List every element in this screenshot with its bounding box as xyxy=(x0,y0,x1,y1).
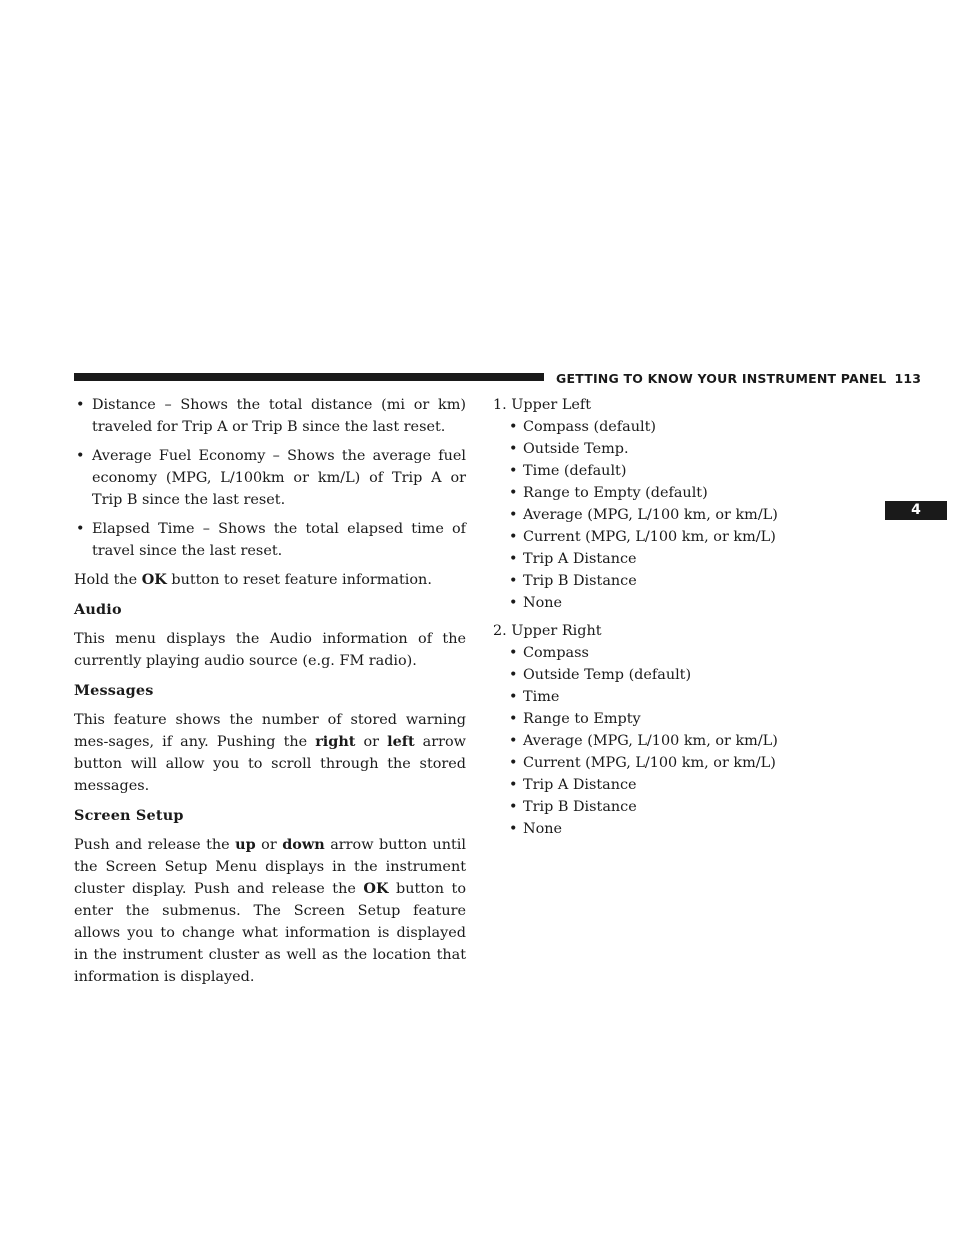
messages-heading: Messages xyxy=(74,682,154,699)
bullet-icon: • xyxy=(509,551,518,567)
right-column xyxy=(493,394,813,840)
header-title: GETTING TO KNOW YOUR INSTRUMENT PANEL xyxy=(556,371,887,386)
header-rule xyxy=(74,373,544,381)
list-item: • Trip A Distance xyxy=(493,548,813,570)
list-item: • Average (MPG, L/100 km, or km/L) xyxy=(493,730,813,752)
screen-setup-heading: Screen Setup xyxy=(74,807,184,824)
list-item: • Trip B Distance xyxy=(493,796,813,818)
list-item: • Time (default) xyxy=(493,460,813,482)
audio-heading: Audio xyxy=(74,601,122,618)
reset-instruction: Hold the OK button to reset feature information. xyxy=(74,571,432,588)
page-number: 113 xyxy=(894,371,922,386)
chapter-tab: 4 xyxy=(885,501,947,520)
bullet-icon: • xyxy=(509,667,518,683)
bullet-elapsed-time: • Elapsed Time – Shows the total elapsed time of travel since the last reset. xyxy=(74,518,466,562)
bullet-icon: • xyxy=(76,521,85,537)
list-item: • None xyxy=(493,818,813,840)
bullet-icon: • xyxy=(509,777,518,793)
bullet-average-fuel-economy: • Average Fuel Economy – Shows the average fuel economy (MPG, L/100km or km/L) of Trip A or Trip B since the last reset. xyxy=(74,445,466,511)
list-item: • Range to Empty xyxy=(493,708,813,730)
list-item: • Average (MPG, L/100 km, or km/L) xyxy=(493,504,813,526)
list-item: • Trip A Distance xyxy=(493,774,813,796)
bullet-icon: • xyxy=(509,595,518,611)
bullet-icon: • xyxy=(509,463,518,479)
list-item: • None xyxy=(493,592,813,614)
bullet-icon: • xyxy=(509,645,518,661)
bullet-icon: • xyxy=(509,799,518,815)
messages-text: This feature shows the number of stored warning mes-sages, if any. Pushing the right or left arrow button will allow you to scroll through the stored messages. xyxy=(74,712,466,794)
list-item: • Outside Temp. xyxy=(493,438,813,460)
bullet-icon: • xyxy=(76,448,85,464)
bullet-icon: • xyxy=(509,485,518,501)
bullet-icon: • xyxy=(509,507,518,523)
bullet-icon: • xyxy=(509,573,518,589)
left-column xyxy=(74,394,466,996)
list-item: • Trip B Distance xyxy=(493,570,813,592)
bullet-icon: • xyxy=(509,711,518,727)
list-item: • Time xyxy=(493,686,813,708)
list-item: • Range to Empty (default) xyxy=(493,482,813,504)
list-item: • Compass xyxy=(493,642,813,664)
list-item: • Outside Temp (default) xyxy=(493,664,813,686)
bullet-icon: • xyxy=(509,419,518,435)
list-item: • Current (MPG, L/100 km, or km/L) xyxy=(493,526,813,548)
bullet-icon: • xyxy=(509,733,518,749)
list-item: • Current (MPG, L/100 km, or km/L) xyxy=(493,752,813,774)
bullet-icon: • xyxy=(509,441,518,457)
bullet-icon: • xyxy=(509,755,518,771)
bullet-icon: • xyxy=(76,397,85,413)
bullet-distance: • Distance – Shows the total distance (mi or km) traveled for Trip A or Trip B since the last reset. xyxy=(74,394,466,438)
upper-left-title: 1. Upper Left xyxy=(493,397,592,413)
upper-right-title: 2. Upper Right xyxy=(493,623,602,639)
running-header xyxy=(556,371,921,386)
audio-text: This menu displays the Audio information of the currently playing audio source (e.g. FM radio). xyxy=(74,631,466,669)
bullet-icon: • xyxy=(509,689,518,705)
list-item: • Compass (default) xyxy=(493,416,813,438)
bullet-icon: • xyxy=(509,821,518,837)
screen-setup-text: Push and release the up or down arrow button until the Screen Setup Menu displays in the instrument cluster display. Push and release the OK button to enter the submenus. The Screen Setup feature allows you to change what information is displayed in the instrument cluster as well as the location that information is displayed. xyxy=(74,836,466,985)
bullet-icon: • xyxy=(509,529,518,545)
